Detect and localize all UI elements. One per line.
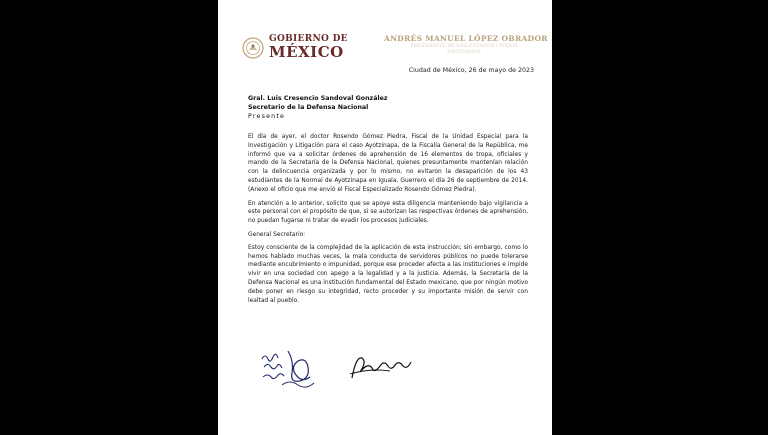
addressee-position: Secretario de la Defensa Nacional	[248, 103, 369, 111]
addressee-block	[248, 95, 388, 121]
author-letterhead	[384, 34, 548, 55]
paragraph-salutation: General Secretario:	[248, 231, 306, 238]
president-signature	[346, 348, 420, 386]
letter-date: Ciudad de México, 26 de mayo de 2023	[408, 67, 534, 74]
author-title-line-1: PRESIDENTE DE LOS ESTADOS UNIDOS	[410, 43, 518, 49]
addressee-name: Gral. Luis Cresencio Sandoval González	[248, 95, 388, 102]
handwritten-note-signature	[258, 345, 320, 395]
author-name: ANDRÉS MANUEL LÓPEZ OBRADOR	[384, 34, 548, 43]
letter-body	[248, 133, 528, 310]
author-title-line-2: MEXICANOS	[447, 49, 481, 55]
paragraph-3: Estoy consciente de la complejidad de la aplicación de esta instrucción; sin embargo, como lo hemos hablado muchas veces, la mala conducta de servidores públicos no puede tolerarse mediante encubrimiento o impunidad, porque ese proceder afecta a las instituciones e impide vivir en una sociedad con apego a la legalidad y a la justicia. Además, la Secretaría de la Defensa Nacional es una institución fundamental del Estado mexicano, que por ningún motivo debe poner en riesgo su integridad, recto proceder y su importante misión de servir con lealtad al pueblo.	[248, 244, 528, 304]
mexico-crest-icon	[242, 37, 264, 59]
paragraph-1: El día de ayer, el doctor Rosendo Gómez Piedra, Fiscal de la Unidad Especial para la Investigación y Litigación para el caso Ayotzinapa, de la Fiscalía General de la República, me informó que va a solicitar órdenes de aprehensión de 16 elementos de tropa, oficiales y mando de la Secretaría de la Defensa Nacional, quienes presuntamente mantenían relación con la delincuencia organizada y por lo mismo, no evitaron la desaparición de los 43 estudiantes de la Normal de Ayotzinapa en Iguala, Guerrero el día 26 de septiembre de 2014. (Anexo el oficio que me envió el Fiscal Especializado Rosendo Gómez Piedra).	[248, 134, 528, 193]
logo-text-top: GOBIERNO DE	[269, 34, 348, 44]
addressee-present: Presente	[248, 112, 286, 120]
logo-text-bottom: MÉXICO	[269, 43, 344, 61]
letter-page	[218, 0, 552, 435]
paragraph-2: En atención a lo anterior, solicito que se apoye esta diligencia manteniendo bajo vigilancia a este personal con el propósito de que, si se autorizan las respectivas órdenes de aprehensión, no puedan fugarse ni tratar de evadir los procesos judiciales.	[248, 200, 528, 225]
